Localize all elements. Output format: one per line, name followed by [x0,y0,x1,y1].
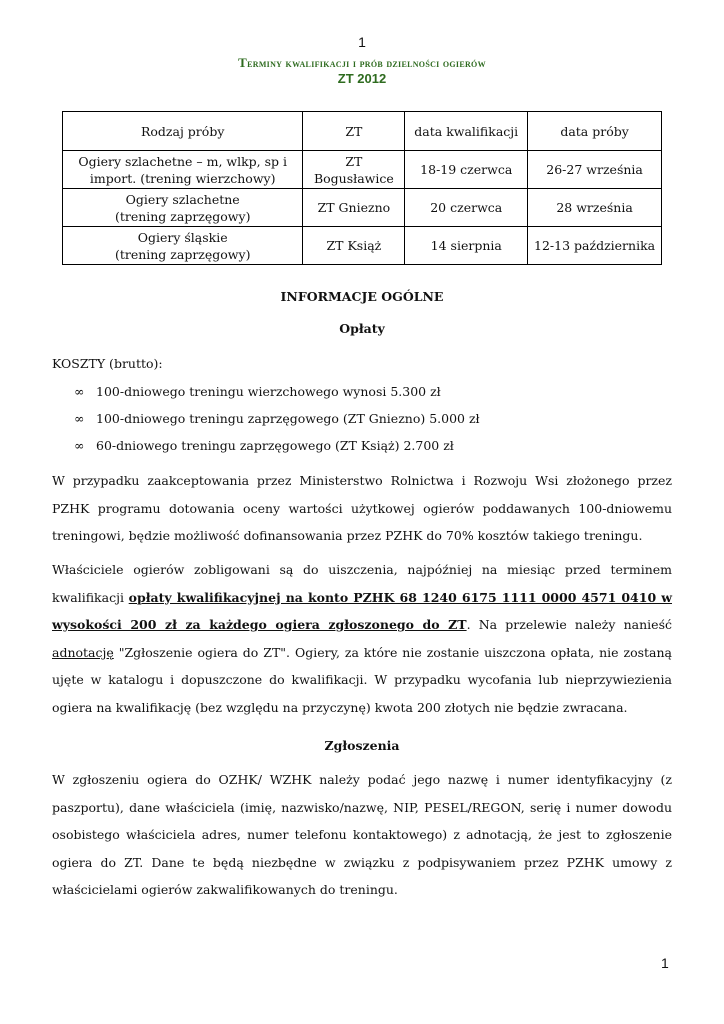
page-number-top: 1 [358,34,366,50]
list-item [74,384,441,399]
cell-line: import. (trening wierzchowy) [89,170,276,186]
document-title [0,55,724,71]
document-subtitle: ZT 2012 [337,71,387,86]
table-cell: 26-27 września [528,151,662,189]
cell-line: (trening zaprzęgowy) [114,208,251,224]
title-rest: erminy kwalifikacji i prób dzielności ogierów [247,56,486,70]
text-run: "Zgłoszenie ogiera do ZT". Ogiery, za które nie zostanie uiszczona opłata, nie zostaną ujęte w katalogu i dopuszczone do kwalifikacji. W przypadku wycofania lub nieprzywiezienia ogiera na kwalifikację (bez względu na przyczynę) kwota 200 złotych nie będzie zwracana. [52,644,672,715]
table-cell: 12-13 października [528,227,662,265]
header-cell: data kwalifikacji [405,112,528,151]
costs-label: KOSZTY (brutto): [52,356,163,371]
cell-line: Ogiery szlachetne [125,191,240,207]
table-row [63,189,662,227]
table-cell [63,227,303,265]
table-cell: ZT Gniezno [303,189,405,227]
text-run: . Na przelewie należy nanieść [466,617,672,632]
paragraph-dotation: W przypadku zaakceptowania przez Ministerstwo Rolnictwa i Rozwoju Wsi złożonego przez PZHK programu dotowania oceny wartości użytkowej ogierów poddawanych 100-dniowemu treningowi, będzie możliwość dofinansowania przez PZHK do 70% kosztów takiego treningu. [52,473,672,543]
table-cell: 20 czerwca [405,189,528,227]
header-cell: ZT [303,112,405,151]
paragraph-applications: W zgłoszeniu ogiera do OZHK/ WZHK należy podać jego nazwę i numer identyfikacyjny (z paszportu), dane właściciela (imię, nazwisko/nazwę, NIP, PESEL/REGON, serię i numer dowodu osobistego właściciela adres, numer telefonu kontaktowego) z adnotacją, że jest to zgłoszenie ogiera do ZT. Dane te będą niezbędne w związku z podpisywaniem przez PZHK umowy z właścicielami ogierów zakwalifikowanych do treningu. [52,772,672,897]
table-cell: 14 sierpnia [405,227,528,265]
list-item-text: 60-dniowego treningu zaprzęgowego (ZT Książ) 2.700 zł [96,438,454,453]
infinity-bullet-icon: ∞ [74,384,85,399]
table-cell: 18-19 czerwca [405,151,528,189]
list-item [74,411,480,426]
table-cell [63,189,303,227]
list-item-text: 100-dniowego treningu wierzchowego wynosi 5.300 zł [96,384,441,399]
paragraph-fees [52,556,672,721]
list-item [74,438,454,453]
table-header-row [63,112,662,151]
section-heading-fees: Opłaty [339,321,385,336]
table-cell: ZT Książ [303,227,405,265]
cell-line: Ogiery szlachetne – m, wlkp, sp i [78,153,288,169]
section-heading-general: INFORMACJE OGÓLNE [280,289,444,304]
text-run: adnotację [52,644,114,660]
infinity-bullet-icon: ∞ [74,438,85,453]
page-number-bottom: 1 [661,955,669,971]
infinity-bullet-icon: ∞ [74,411,85,426]
cell-line: Ogiery śląskie [137,229,228,245]
header-cell: data próby [528,112,662,151]
header-cell: Rodzaj próby [63,112,303,151]
list-item-text: 100-dniowego treningu zaprzęgowego (ZT Gniezno) 5.000 zł [96,411,480,426]
title-initial: T [238,55,248,70]
bank-account-text: opłaty kwalifikacyjnej na konto PZHK 68 1240 6175 1111 0000 4571 0410 w wysokości 200 zł za każdego ogiera zgłoszonego do ZT [52,589,672,632]
cell-line: (trening zaprzęgowy) [114,246,251,262]
text-run: Właściciele ogierów zobligowani są do uiszczenia, najpóźniej na miesiąc przed terminem kwalifikacji [52,562,672,605]
table-cell [63,151,303,189]
section-heading-applications: Zgłoszenia [324,738,400,753]
table-row [63,227,662,265]
table-cell: ZT Bogusławice [303,151,405,189]
table-row [63,151,662,189]
table-cell: 28 września [528,189,662,227]
schedule-table [62,111,662,265]
